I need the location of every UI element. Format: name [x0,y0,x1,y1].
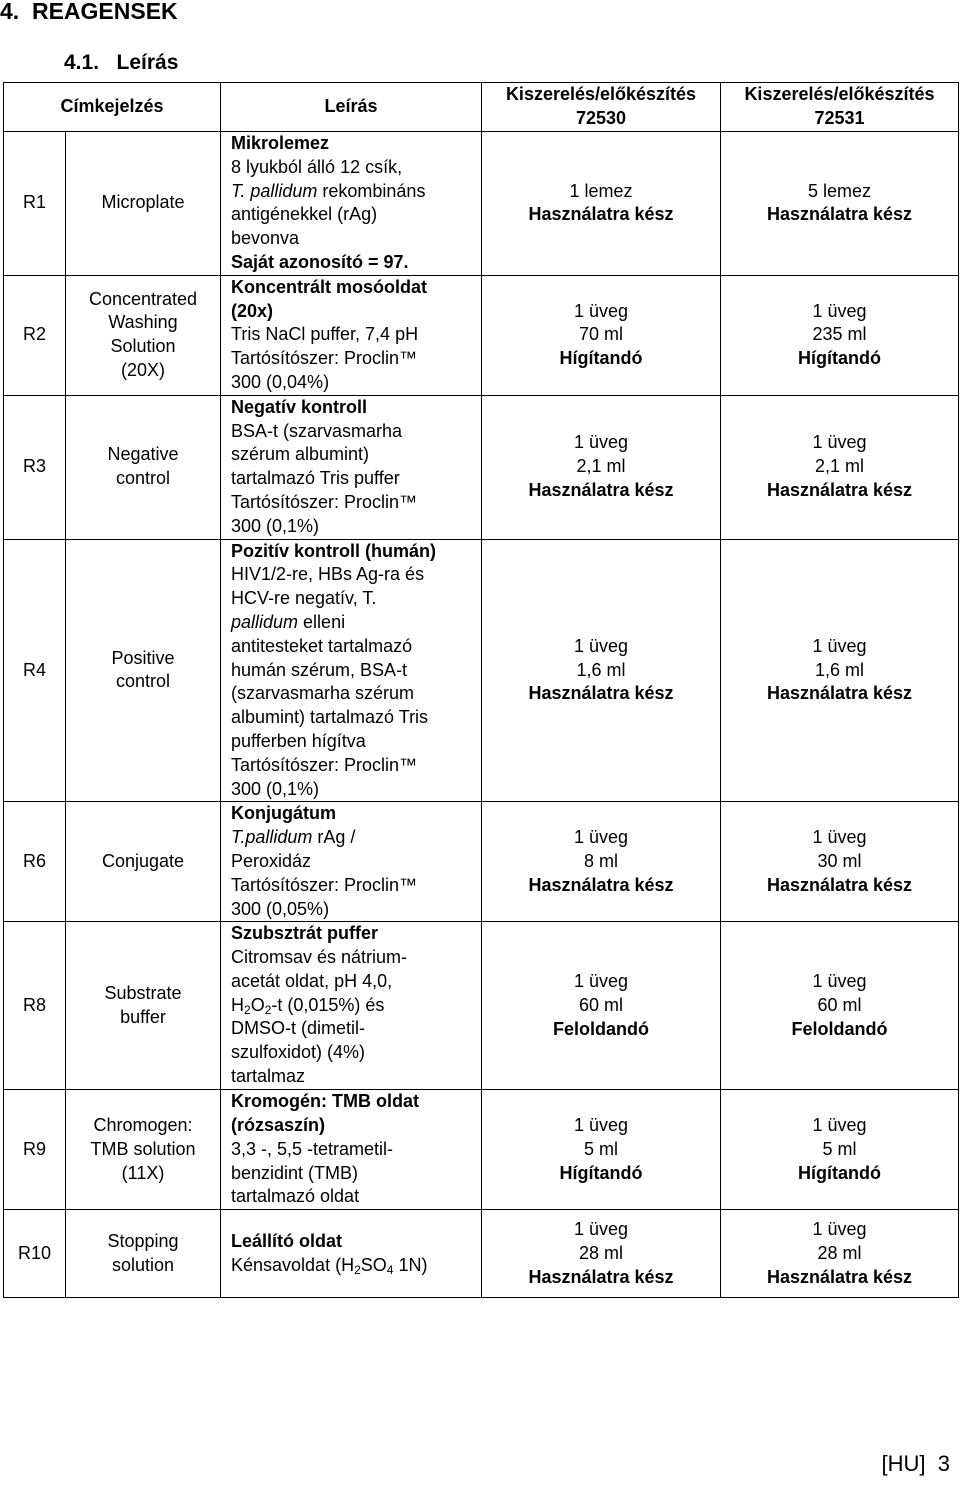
reagent-description: Konjugátum T.pallidum rAg / Peroxidáz Tartósítószer: Proclin™ 300 (0,05%) [221,802,482,922]
page-footer [882,1451,950,1477]
pack2-header: Kiszerelés/előkészítés 72531 [721,83,959,132]
subsection-number: 4.1. [64,51,100,74]
label-header: Címkejelzés [4,83,221,132]
table-header-row [4,83,959,132]
reagent-name: Positive control [66,539,221,802]
pack2-cell: 5 lemez Használatra kész [721,132,959,276]
pack1-cell: 1 üveg 70 ml Hígítandó [482,275,721,395]
subsection-title: Leírás [116,51,179,74]
reagent-description: Mikrolemez 8 lyukból álló 12 csík, T. pallidum rekombináns antigénekkel (rAg) bevonva Saját azonosító = 97. [221,132,482,276]
reagent-name: Microplate [66,132,221,276]
reagent-description: Pozitív kontroll (humán) HIV1/2-re, HBs Ag-ra és HCV-re negatív, T. pallidum elleni antitesteket tartalmazó humán szérum, BSA-t (szarvasmarha szérum albumint) tartalmazó Tris pufferben hígítva Tartósítószer: Proclin™ 300 (0,1%) [221,539,482,802]
table-row [4,395,959,539]
pack2-cell: 1 üveg 28 ml Használatra kész [721,1210,959,1298]
pack2-cell: 1 üveg 30 ml Használatra kész [721,802,959,922]
table-row [4,1210,959,1298]
reagents-table [3,82,959,1298]
reagent-id: R9 [4,1090,66,1210]
language-code: [HU] [881,1451,926,1476]
pack1-cell: 1 üveg 1,6 ml Használatra kész [482,539,721,802]
reagent-description: Szubsztrát puffer Citromsav és nátrium- acetát oldat, pH 4,0, $H_2O_2-t$ (0,015%) és DMSO-t (dimetil- szulfoxidot) (4%) tartalmaz [221,922,482,1090]
pack1-cell: 1 üveg 60 ml Feloldandó [482,922,721,1090]
table-row [4,275,959,395]
pack1-cell: 1 üveg 2,1 ml Használatra kész [482,395,721,539]
pack1-cell: 1 üveg 28 ml Használatra kész [482,1210,721,1298]
reagent-name: Stopping solution [66,1210,221,1298]
reagent-name: Chromogen: TMB solution (11X) [66,1090,221,1210]
description-header: Leírás [221,83,482,132]
subsection-heading [64,50,178,76]
reagent-id: R6 [4,802,66,922]
reagent-id: R4 [4,539,66,802]
section-title: REAGENSEK [31,0,178,24]
table-row [4,1090,959,1210]
reagent-id: R1 [4,132,66,276]
reagent-id: R10 [4,1210,66,1298]
section-number: 4. [0,0,20,24]
section-heading [0,0,178,26]
table-row [4,802,959,922]
pack1-header: Kiszerelés/előkészítés 72530 [482,83,721,132]
table-row [4,539,959,802]
pack1-cell: 1 üveg 8 ml Használatra kész [482,802,721,922]
reagent-name: Negative control [66,395,221,539]
reagent-name: Substrate buffer [66,922,221,1090]
reagent-description: Kromogén: TMB oldat (rózsaszín) 3,3 -, 5,5 -tetrametil- benzidint (TMB) tartalmazó oldat [221,1090,482,1210]
reagent-description: Leállító oldat Kénsavoldat ($H_2SO_4$ 1N) [221,1210,482,1298]
pack2-cell: 1 üveg 60 ml Feloldandó [721,922,959,1090]
table-row [4,922,959,1090]
reagent-description: Koncentrált mosóoldat (20x) Tris NaCl puffer, 7,4 pH Tartósítószer: Proclin™ 300 (0,04%) [221,275,482,395]
page-number: 3 [937,1451,950,1476]
pack2-cell: 1 üveg 235 ml Hígítandó [721,275,959,395]
pack2-cell: 1 üveg 2,1 ml Használatra kész [721,395,959,539]
reagent-name: Concentrated Washing Solution (20X) [66,275,221,395]
pack2-cell: 1 üveg 5 ml Hígítandó [721,1090,959,1210]
table-row [4,132,959,276]
reagent-description: Negatív kontroll BSA-t (szarvasmarha szérum albumint) tartalmazó Tris puffer Tartósítószer: Proclin™ 300 (0,1%) [221,395,482,539]
pack1-cell: 1 üveg 5 ml Hígítandó [482,1090,721,1210]
pack2-cell: 1 üveg 1,6 ml Használatra kész [721,539,959,802]
pack1-cell: 1 lemez Használatra kész [482,132,721,276]
reagent-id: R3 [4,395,66,539]
reagent-id: R2 [4,275,66,395]
reagent-id: R8 [4,922,66,1090]
reagent-name: Conjugate [66,802,221,922]
